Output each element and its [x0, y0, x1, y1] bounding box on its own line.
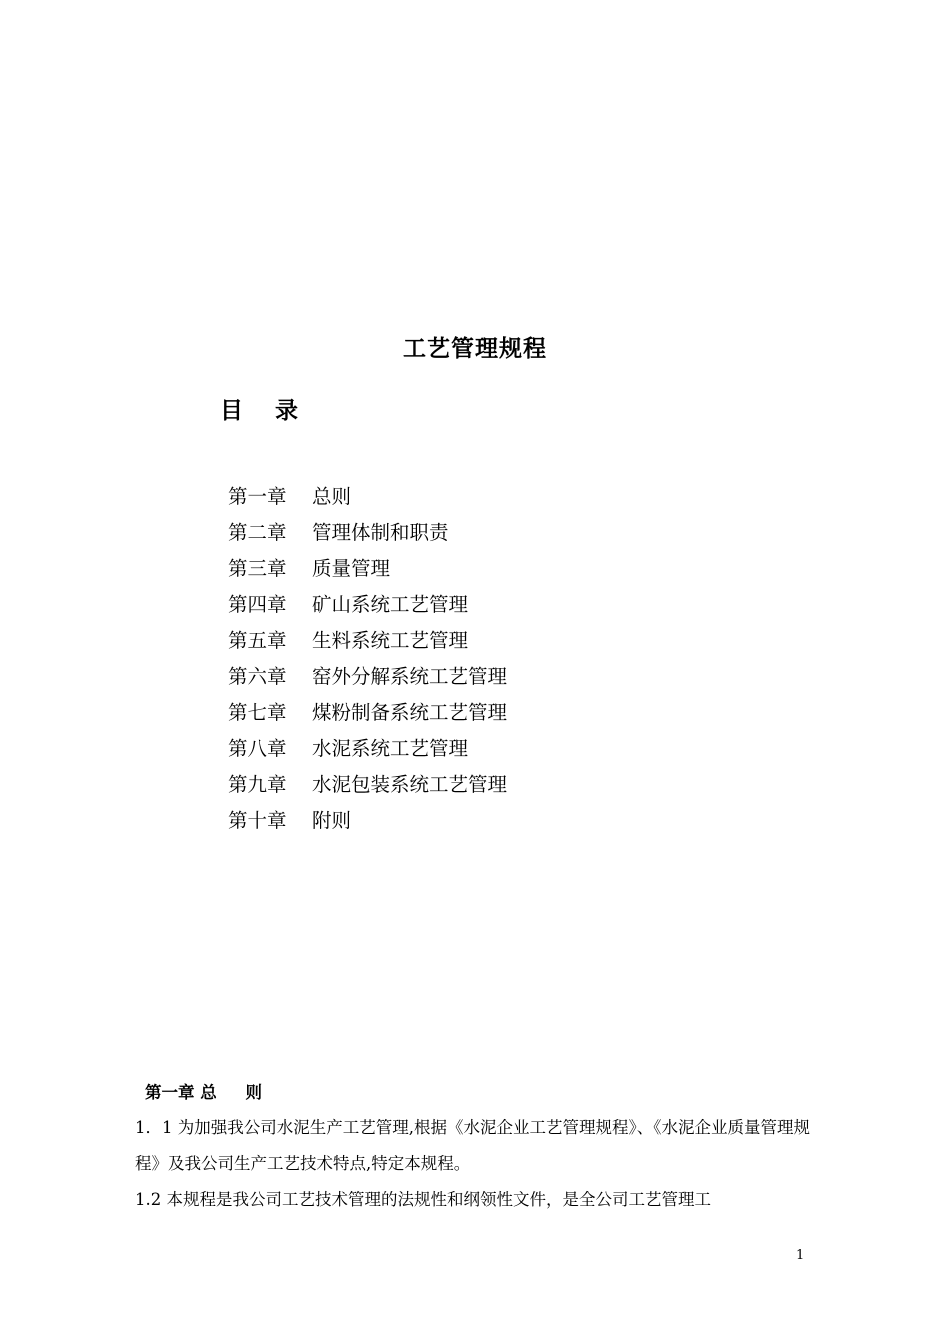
toc-item [228, 804, 507, 840]
toc-chapter-number: 第八章 [228, 737, 287, 760]
toc-chapter-number: 第九章 [228, 773, 287, 796]
toc-chapter-title: 生料系统工艺管理 [312, 629, 469, 652]
toc-chapter-title: 窑外分解系统工艺管理 [312, 665, 508, 688]
toc-chapter-title: 总则 [312, 485, 352, 508]
toc-chapter-number: 第一章 [228, 485, 287, 508]
toc-item [228, 660, 507, 696]
table-of-contents [228, 480, 507, 840]
toc-chapter-number: 第六章 [228, 665, 287, 688]
toc-item [228, 624, 507, 660]
toc-chapter-title: 矿山系统工艺管理 [312, 593, 469, 616]
toc-chapter-title: 水泥包装系统工艺管理 [312, 773, 508, 796]
toc-chapter-title: 水泥系统工艺管理 [312, 737, 469, 760]
toc-chapter-title: 附则 [312, 809, 352, 832]
toc-item [228, 516, 507, 552]
toc-chapter-title: 煤粉制备系统工艺管理 [312, 701, 508, 724]
body-paragraph: 1.2 本规程是我公司工艺技术管理的法规性和纲领性文件，是全公司工艺管理工 [135, 1190, 711, 1209]
toc-chapter-number: 第二章 [228, 521, 287, 544]
toc-chapter-number: 第七章 [228, 701, 287, 724]
toc-heading: 目 录 [220, 398, 299, 424]
toc-chapter-number: 第四章 [228, 593, 287, 616]
toc-item [228, 768, 507, 804]
toc-item [228, 552, 507, 588]
body-paragraph: 1．1 为加强我公司水泥生产工艺管理,根据《水泥企业工艺管理规程》、《水泥企业质量管理规程》及我公司生产工艺技术特点,特定本规程。 [135, 1118, 810, 1173]
toc-chapter-number: 第五章 [228, 629, 287, 652]
toc-chapter-title: 管理体制和职责 [312, 521, 449, 544]
toc-item [228, 732, 507, 768]
chapter-heading: 第一章 总 则 [145, 1083, 262, 1102]
toc-chapter-number: 第十章 [228, 809, 287, 832]
toc-chapter-title: 质量管理 [312, 557, 391, 580]
toc-item [228, 588, 507, 624]
document-title: 工艺管理规程 [403, 336, 547, 362]
toc-item [228, 480, 507, 516]
toc-chapter-number: 第三章 [228, 557, 287, 580]
page-number: 1 [796, 1248, 805, 1263]
toc-item [228, 696, 507, 732]
